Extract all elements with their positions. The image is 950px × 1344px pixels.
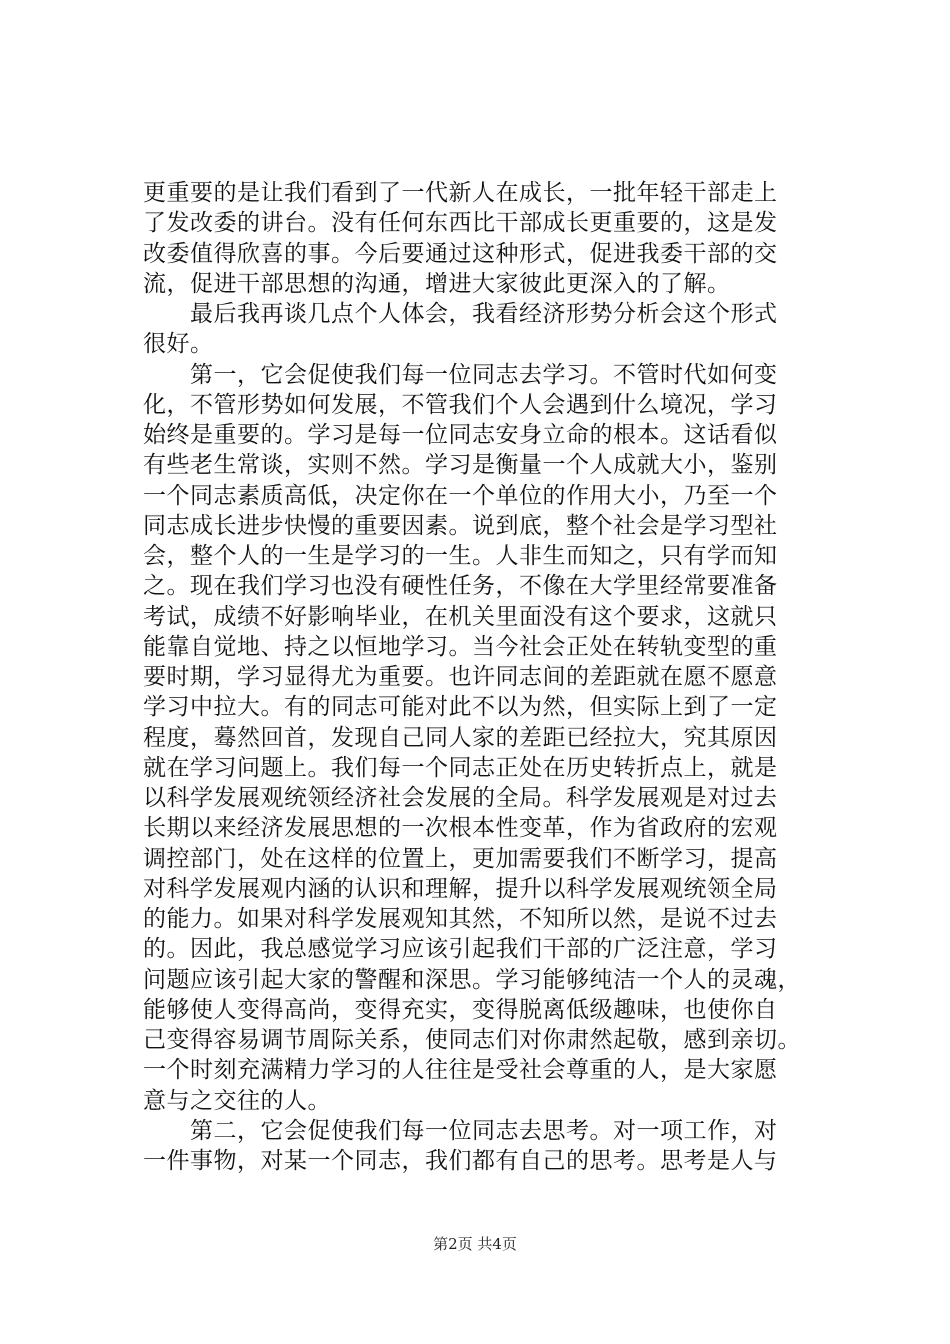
text-line: 能够使人变得高尚，变得充实，变得脱离低级趣味，也使你自 (143, 996, 778, 1023)
text-line: 很好。 (143, 331, 214, 358)
text-line: 第一，它会促使我们每一位同志去学习。不管时代如何变 (143, 361, 778, 388)
text-line: 一个同志素质高低，决定你在一个单位的作用大小，乃至一个 (143, 482, 778, 509)
text-line: 始终是重要的。学习是每一位同志安身立命的根本。这话看似 (143, 422, 778, 448)
text-line: 对科学发展观内涵的认识和理解，提升以科学发展观统领全局 (143, 875, 778, 902)
text-line: 一个时刻充满精力学习的人往往是受社会尊重的人，是大家愿 (143, 1057, 778, 1084)
text-line: 了发改委的讲台。没有任何东西比干部成长更重要的，这是发 (143, 210, 778, 237)
text-line: 一件事物，对某一个同志，我们都有自己的思考。思考是人与 (143, 1148, 778, 1174)
text-line: 同志成长进步快慢的重要因素。说到底，整个社会是学习型社 (143, 512, 778, 539)
document-body (143, 178, 837, 1176)
text-line: 会，整个人的一生是学习的一生。人非生而知之，只有学而知 (143, 543, 778, 569)
text-line: 以科学发展观统领经济社会发展的全局。科学发展观是对过去 (143, 785, 778, 811)
text-line: 第二，它会促使我们每一位同志去思考。对一项工作，对 (143, 1117, 778, 1144)
text-line: 要时期，学习显得尤为重要。也许同志间的差距就在愿不愿意 (143, 664, 778, 690)
text-line: 长期以来经济发展思想的一次根本性变革，作为省政府的宏观 (143, 815, 778, 842)
text-line: 问题应该引起大家的警醒和深思。学习能够纯洁一个人的灵魂， (143, 966, 801, 993)
text-line: 学习中拉大。有的同志可能对此不以为然，但实际上到了一定 (143, 694, 778, 721)
text-line: 调控部门，处在这样的位置上，更加需要我们不断学习，提高 (143, 845, 778, 872)
text-line: 化，不管形势如何发展，不管我们个人会遇到什么境况，学习 (143, 391, 778, 418)
text-line: 的。因此，我总感觉学习应该引起我们干部的广泛注意，学习 (143, 936, 778, 963)
text-line: 更重要的是让我们看到了一代新人在成长，一批年轻干部走上 (143, 180, 778, 206)
text-line: 程度，蓦然回首，发现自己同人家的差距已经拉大，究其原因 (143, 724, 778, 751)
text-line: 意与之交往的人。 (143, 1087, 331, 1114)
text-line: 流，促进干部思想的沟通，增进大家彼此更深入的了解。 (143, 270, 731, 297)
page-footer: 第2页 共4页 (433, 1235, 517, 1253)
text-line: 就在学习问题上。我们每一个同志正处在历史转折点上，就是 (143, 754, 778, 781)
text-line: 最后我再谈几点个人体会，我看经济形势分析会这个形式 (143, 301, 778, 327)
text-line: 己变得容易调节周际关系，使同志们对你肃然起敬，感到亲切。 (143, 1027, 801, 1053)
text-line: 能靠自觉地、持之以恒地学习。当今社会正处在转轨变型的重 (143, 633, 778, 660)
text-line: 改委值得欣喜的事。今后要通过这种形式，促进我委干部的交 (143, 240, 778, 267)
text-line: 的能力。如果对科学发展观知其然，不知所以然，是说不过去 (143, 906, 778, 932)
text-line: 考试，成绩不好影响毕业，在机关里面没有这个要求，这就只 (143, 603, 778, 630)
text-line: 之。现在我们学习也没有硬性任务，不像在大学里经常要准备 (143, 573, 778, 600)
text-line: 有些老生常谈，实则不然。学习是衡量一个人成就大小，鉴别 (143, 452, 778, 479)
